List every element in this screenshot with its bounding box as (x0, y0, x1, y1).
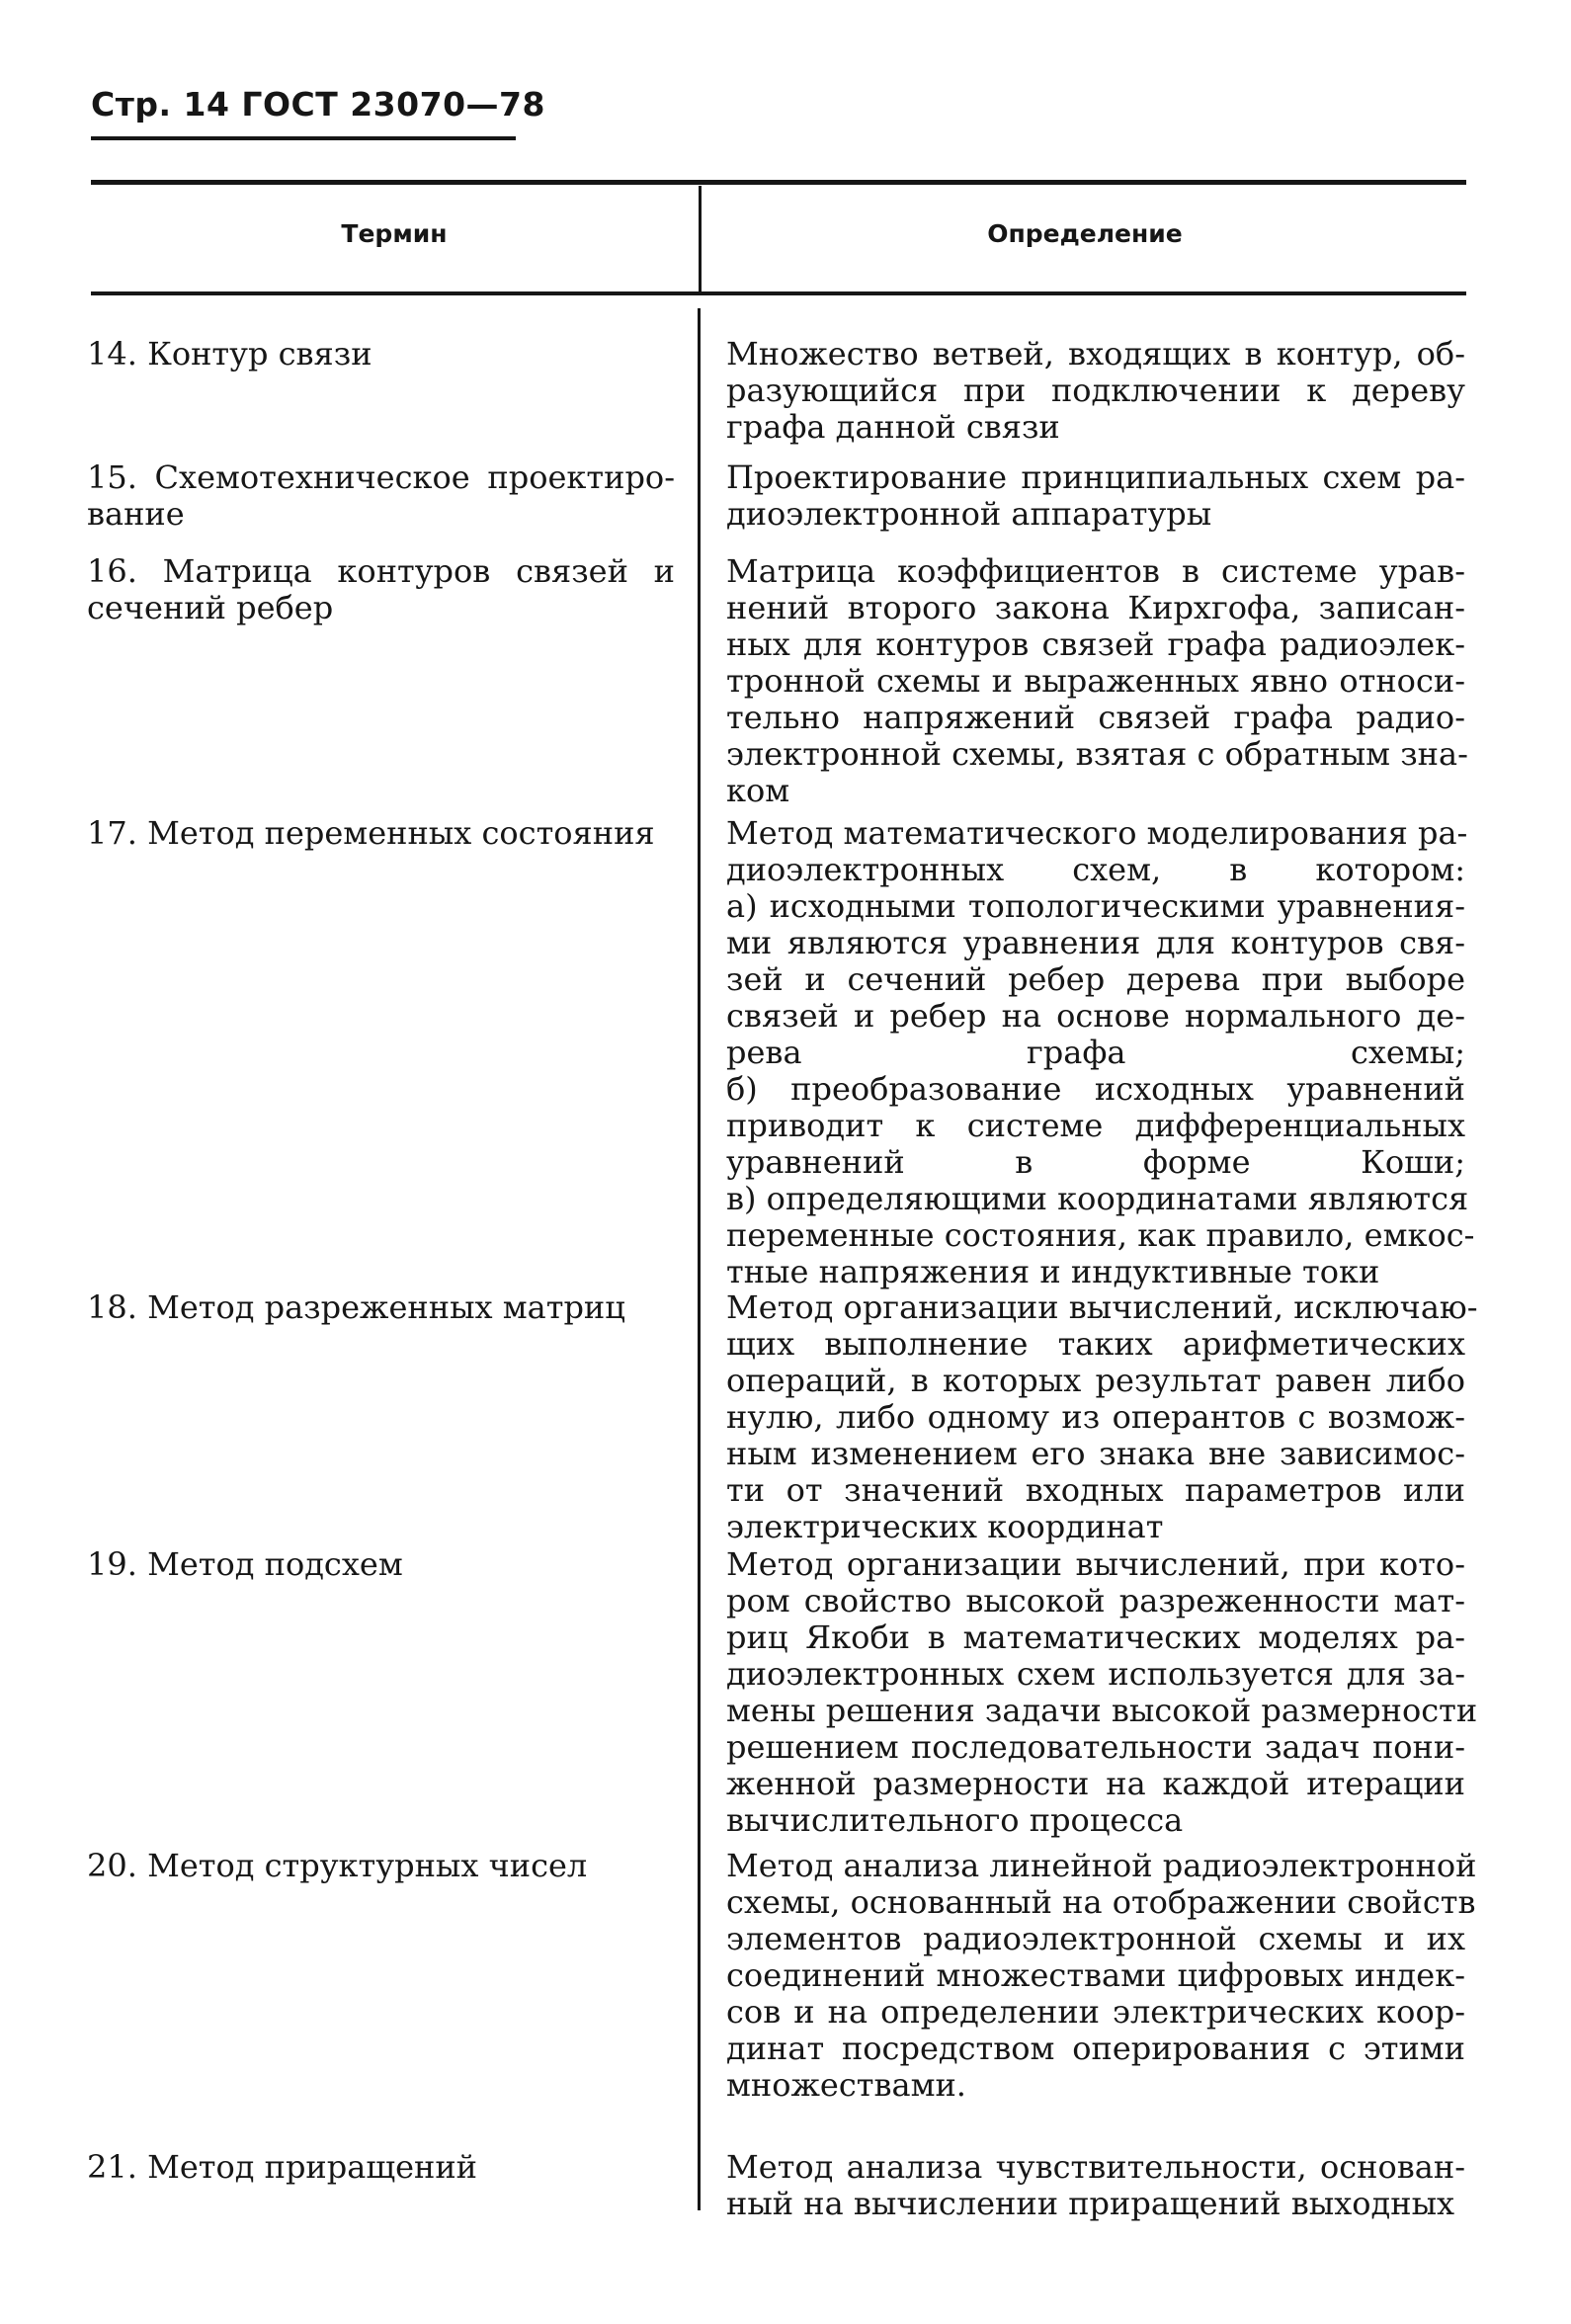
definition-line: решением последовательности задач пони- (726, 1728, 1465, 1766)
definition-line: рева графа схемы; (726, 1034, 1465, 1071)
definition-line: Метод анализа чувствительности, основан- (726, 2148, 1465, 2186)
definition-line: разующийся при подключении к дереву (726, 372, 1465, 409)
definition-cell (726, 1288, 1478, 1545)
definition-line: операций, в которых результат равен либо (726, 1362, 1465, 1399)
page-header (91, 85, 545, 124)
definition-line: Метод математического моделирования ра- (726, 814, 1468, 852)
definition-line: приводит к системе дифференциальных (726, 1107, 1465, 1144)
definition-cell (726, 1545, 1478, 1839)
column-header-definition: Определение (987, 219, 1183, 248)
definition-line: вычислительного процесса (726, 1801, 1184, 1839)
table-header-rule (91, 291, 1466, 295)
definition-cell (726, 552, 1468, 809)
definition-line: ти от значений входных параметров или (726, 1471, 1465, 1509)
definition-cell (726, 1847, 1477, 2104)
standard-code: ГОСТ 23070—78 (241, 85, 545, 124)
definition-line: электрических координат (726, 1508, 1164, 1545)
definition-line: множествами. (726, 2066, 966, 2104)
definition-line: ных для контуров связей графа радиоэлек- (726, 625, 1465, 663)
definition-line: элементов радиоэлектронной схемы и их (726, 1920, 1465, 1957)
definition-line: сов и на определении электрических коор- (726, 1993, 1465, 2031)
definition-line: Метод организации вычислений, исключаю- (726, 1288, 1478, 1326)
term-cell: 14. Контур связи (87, 335, 372, 373)
definition-line: ный на вычислении приращений выходных (726, 2185, 1455, 2222)
definition-line: тронной схемы и выраженных явно относи- (726, 662, 1465, 700)
definition-line: схемы, основанный на отображении свойств (726, 1883, 1476, 1921)
column-header-term: Термин (341, 219, 448, 248)
definition-line: Метод анализа линейной радиоэлектронной (726, 1847, 1477, 1884)
definition-line: ми являются уравнения для контуров свя- (726, 924, 1465, 961)
definition-line: тные напряжения и индуктивные токи (726, 1253, 1380, 1290)
header-column-divider (699, 186, 702, 292)
definition-line: нулю, либо одному из оперантов с возмож- (726, 1398, 1465, 1436)
definition-cell (726, 459, 1465, 533)
definition-line: диоэлектронной аппаратуры (726, 495, 1212, 533)
definition-line: связей и ребер на основе нормального де- (726, 997, 1465, 1035)
definition-line: нений второго закона Кирхгофа, записан- (726, 589, 1465, 626)
definition-line: в) определяющими координатами являются (726, 1180, 1469, 1217)
definition-line: Матрица коэффициентов в системе урав- (726, 552, 1465, 590)
definition-cell (726, 814, 1475, 1290)
definition-line: графа данной связи (726, 408, 1060, 446)
definition-line: щих выполнение таких арифметических (726, 1325, 1465, 1363)
definition-line: мены решения задачи высокой размерности (726, 1692, 1478, 1729)
term-cell: 21. Метод приращений (87, 2148, 477, 2186)
definition-line: риц Якоби в математических моделях ра- (726, 1618, 1465, 1656)
definition-line: ным изменением его знака вне зависимос- (726, 1435, 1465, 1472)
definition-line: диоэлектронных схем используется для за- (726, 1655, 1465, 1693)
definition-line: электронной схемы, взятая с обратным зна- (726, 735, 1468, 773)
definition-line: динат посредством оперирования с этими (726, 2030, 1465, 2067)
term-cell: 19. Метод подсхем (87, 1545, 403, 1583)
body-column-divider (698, 308, 701, 2210)
definition-line: Множество ветвей, входящих в контур, об- (726, 335, 1465, 373)
definition-line: женной размерности на каждой итерации (726, 1765, 1465, 1802)
term-cell: 18. Метод разреженных матриц (87, 1288, 625, 1326)
definition-line: диоэлектронных схем, в котором: (726, 851, 1465, 888)
definition-line: зей и сечений ребер дерева при выборе (726, 960, 1465, 998)
definition-line: а) исходными топологическими уравнения- (726, 887, 1465, 925)
page-number: Стр. 14 (91, 85, 230, 124)
definition-line: ром свойство высокой разреженности мат- (726, 1582, 1465, 1619)
header-underline (91, 136, 516, 140)
term-cell: 17. Метод переменных состояния (87, 814, 655, 852)
term-cell: 15. Схемотехническое проектирование (87, 458, 675, 533)
definition-line: тельно напряжений связей графа радио- (726, 699, 1465, 736)
definition-line: б) преобразование исходных уравнений (726, 1070, 1465, 1108)
term-cell: 20. Метод структурных чисел (87, 1847, 588, 1884)
definition-line: соединений множествами цифровых индек- (726, 1956, 1465, 1994)
definition-cell (726, 336, 1465, 446)
definition-line: ком (726, 772, 790, 809)
definition-line: уравнений в форме Коши; (726, 1143, 1465, 1181)
table-top-rule (91, 180, 1466, 185)
definition-line: Проектирование принципиальных схем ра- (726, 458, 1465, 496)
term-cell: 16. Матрица контуров связей и сечений ребер (87, 552, 675, 626)
definition-line: переменные состояния, как правило, емкос- (726, 1216, 1475, 1254)
definition-cell (726, 2149, 1465, 2222)
definition-line: Метод организации вычислений, при кото- (726, 1545, 1465, 1583)
